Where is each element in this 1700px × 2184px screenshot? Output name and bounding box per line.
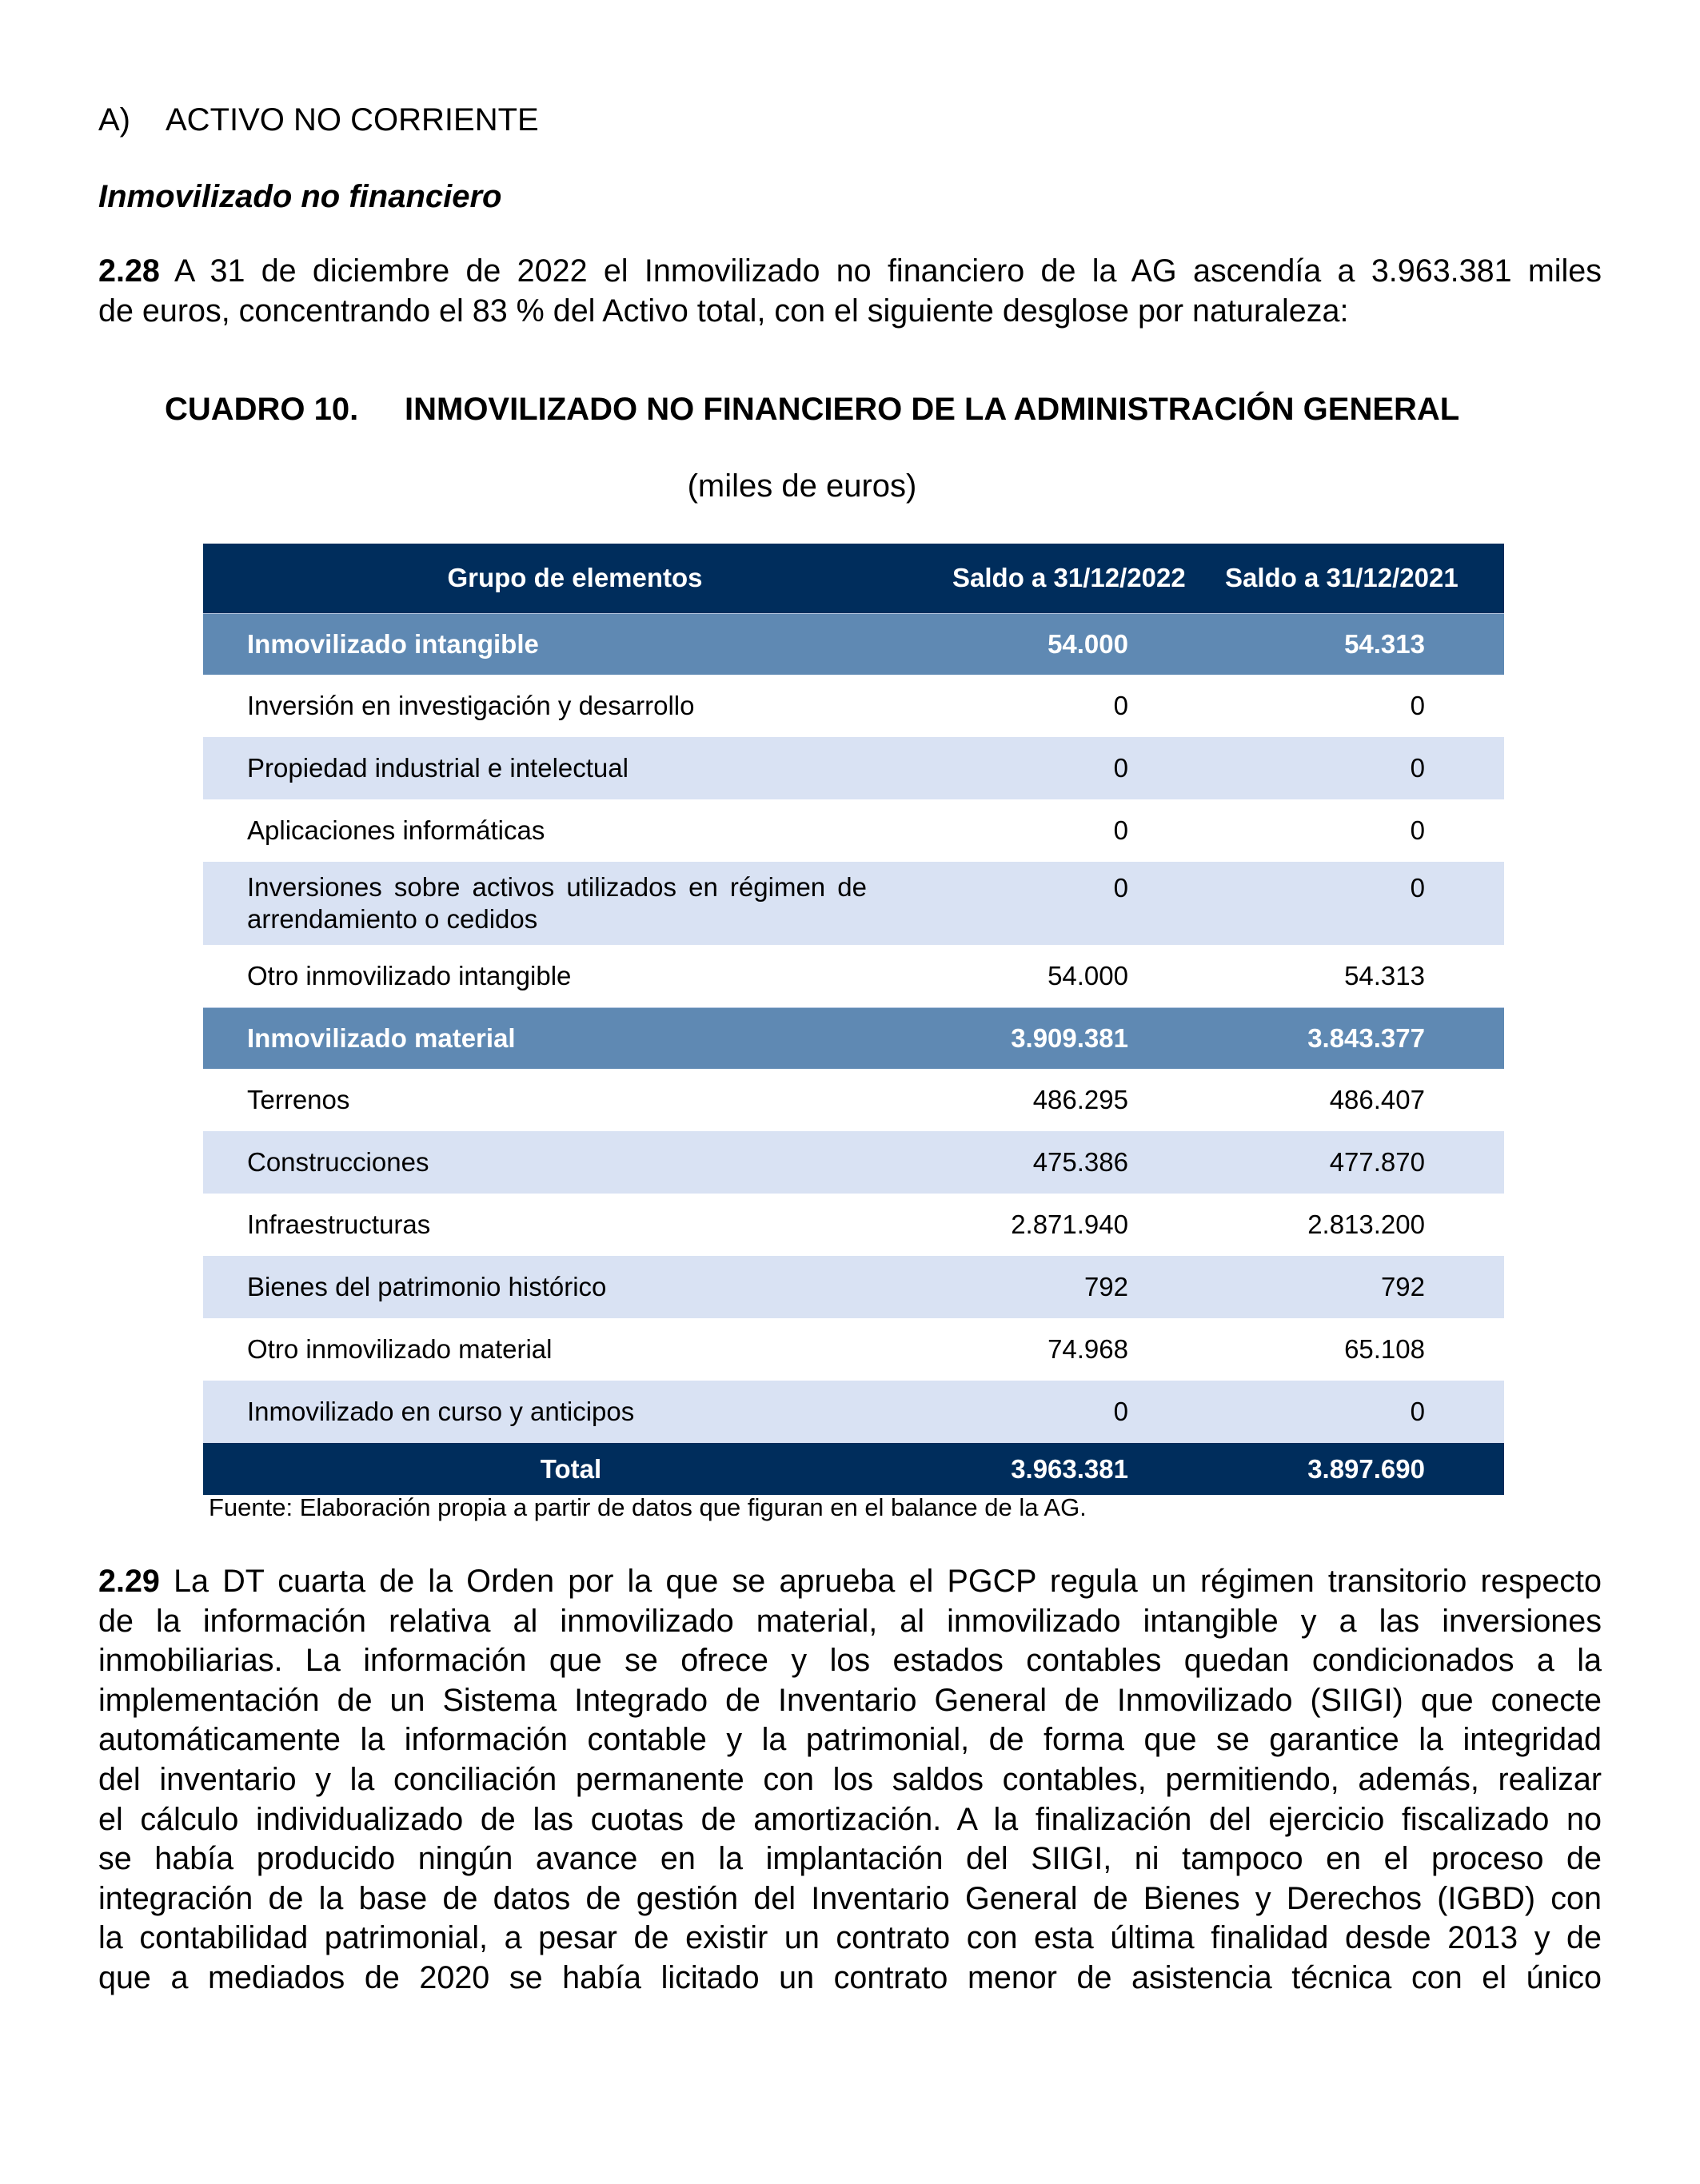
value-2022: 486.295 xyxy=(1032,1085,1128,1114)
row-label: Construcciones xyxy=(247,1147,429,1177)
row-label: Bienes del patrimonio histórico xyxy=(247,1272,607,1301)
paragraph-line: de euros, concentrando el 83 % del Activo total, con el siguiente desglose por naturaleza: xyxy=(98,293,1349,329)
row-label: Infraestructuras xyxy=(247,1210,431,1239)
table-row xyxy=(203,737,1504,799)
paragraph-line: se había producido ningún avance en la implantación del SIIGI, ni tampoco en el proceso de xyxy=(98,1841,1602,1877)
value-2022: 54.000 xyxy=(1048,628,1128,659)
value-2022: 0 xyxy=(1113,1397,1128,1426)
row-label: Inmovilizado en curso y anticipos xyxy=(247,1397,635,1426)
value-2022: 792 xyxy=(1083,1272,1128,1301)
paragraph-line: automáticamente la información contable y la patrimonial, de forma que se garantice la integridad xyxy=(98,1722,1602,1758)
row-label: Inversión en investigación y desarrollo xyxy=(247,691,695,720)
value-2021: 792 xyxy=(1380,1272,1425,1301)
section-title: ACTIVO NO CORRIENTE xyxy=(166,102,539,137)
row-label: Otro inmovilizado intangible xyxy=(247,960,572,990)
table-source-note: Fuente: Elaboración propia a partir de datos que figuran en el balance de la AG. xyxy=(209,1493,1087,1521)
value-2022: 2.871.940 xyxy=(1011,1210,1128,1239)
paragraph-number: 2.29 xyxy=(98,1564,160,1599)
table-row xyxy=(203,1194,1504,1256)
value-2022: 74.968 xyxy=(1048,1334,1128,1364)
table-caption-number: CUADRO 10. xyxy=(165,392,359,427)
paragraph-line: de la información relativa al inmovilizado material, al inmovilizado intangible y a las inversiones xyxy=(98,1603,1602,1639)
row-label: Inmovilizado material xyxy=(247,1022,516,1053)
table-row xyxy=(203,1131,1504,1194)
paragraph-line: que a mediados de 2020 se había licitado un contrato menor de asistencia técnica con el único xyxy=(98,1959,1602,1995)
column-header-2021: Saldo a 31/12/2021 xyxy=(1225,563,1459,593)
table-row xyxy=(203,675,1504,737)
value-2022: 54.000 xyxy=(1048,960,1128,990)
table-header-row xyxy=(203,544,1504,613)
value-2021: 3.843.377 xyxy=(1307,1022,1425,1053)
row-label: Inmovilizado intangible xyxy=(247,628,539,659)
value-2021: 0 xyxy=(1410,753,1425,783)
row-label: Propiedad industrial e intelectual xyxy=(247,753,629,783)
value-2022: 0 xyxy=(1113,873,1128,903)
table-row-subtotal xyxy=(203,613,1504,675)
paragraph-line: la contabilidad patrimonial, a pesar de existir un contrato con esta última finalidad desde 2013 y de xyxy=(98,1920,1602,1956)
row-label: Total xyxy=(540,1453,602,1484)
value-2021: 0 xyxy=(1410,691,1425,720)
value-2022: 0 xyxy=(1113,753,1128,783)
paragraph-line: implementación de un Sistema Integrado de Inventario General de Inmovilizado (SIIGI) que conecte xyxy=(98,1682,1602,1718)
value-2022: 475.386 xyxy=(1032,1147,1128,1177)
value-2021: 486.407 xyxy=(1329,1085,1425,1114)
value-2021: 0 xyxy=(1410,1397,1425,1426)
paragraph-line: el cálculo individualizado de las cuotas de amortización. A la finalización del ejercicio fiscalizado no xyxy=(98,1801,1602,1837)
subsection-heading: Inmovilizado no financiero xyxy=(98,179,502,214)
table-row xyxy=(203,799,1504,862)
section-heading xyxy=(98,98,539,142)
value-2021: 54.313 xyxy=(1344,628,1425,659)
table-row xyxy=(203,945,1504,1007)
value-2021: 477.870 xyxy=(1329,1147,1425,1177)
value-2021: 0 xyxy=(1410,873,1425,903)
row-label: Terrenos xyxy=(247,1085,350,1114)
row-label: Inversiones sobre activos utilizados en régimen de arrendamiento o cedidos xyxy=(247,872,867,934)
paragraph-2-28 xyxy=(98,252,1602,331)
table-row-total xyxy=(203,1443,1504,1495)
table-caption xyxy=(165,387,1459,432)
table-row xyxy=(203,1318,1504,1381)
table-row-subtotal xyxy=(203,1007,1504,1069)
value-2021: 2.813.200 xyxy=(1307,1210,1425,1239)
table-row xyxy=(203,1256,1504,1318)
section-number: A) xyxy=(98,102,130,137)
value-2022: 0 xyxy=(1113,691,1128,720)
column-header-2022: Saldo a 31/12/2022 xyxy=(952,563,1186,593)
paragraph-number: 2.28 xyxy=(98,253,160,289)
value-2021: 54.313 xyxy=(1344,960,1425,990)
column-header-group: Grupo de elementos xyxy=(447,563,703,593)
paragraph-line: inmobiliarias. La información que se ofrece y los estados contables quedan condicionados a la xyxy=(98,1643,1602,1679)
paragraph-line: 2.28 A 31 de diciembre de 2022 el Inmovilizado no financiero de la AG ascendía a 3.963.381 miles xyxy=(98,253,1602,289)
value-2022: 3.909.381 xyxy=(1011,1022,1128,1053)
table-row xyxy=(203,1069,1504,1131)
paragraph-2-29 xyxy=(98,1562,1602,1999)
value-2022: 3.963.381 xyxy=(1011,1453,1128,1484)
paragraph-line: integración de la base de datos de gestión del Inventario General de Bienes y Derechos (IGBD) con xyxy=(98,1880,1602,1916)
row-label: Aplicaciones informáticas xyxy=(247,815,545,845)
paragraph-line: 2.29 La DT cuarta de la Orden por la que se aprueba el PGCP regula un régimen transitorio respecto xyxy=(98,1564,1602,1599)
row-label: Otro inmovilizado material xyxy=(247,1334,553,1364)
value-2021: 0 xyxy=(1410,815,1425,845)
table-row xyxy=(203,862,1504,945)
paragraph-line: del inventario y la conciliación permanente con los saldos contables, permitiendo, además, realizar xyxy=(98,1761,1602,1797)
inmovilizado-table xyxy=(203,544,1504,1495)
table-row xyxy=(203,1381,1504,1443)
table-units: (miles de euros) xyxy=(687,468,917,504)
value-2021: 65.108 xyxy=(1344,1334,1425,1364)
value-2022: 0 xyxy=(1113,815,1128,845)
table-caption-title: INMOVILIZADO NO FINANCIERO DE LA ADMINISTRACIÓN GENERAL xyxy=(405,392,1460,427)
value-2021: 3.897.690 xyxy=(1307,1453,1425,1484)
